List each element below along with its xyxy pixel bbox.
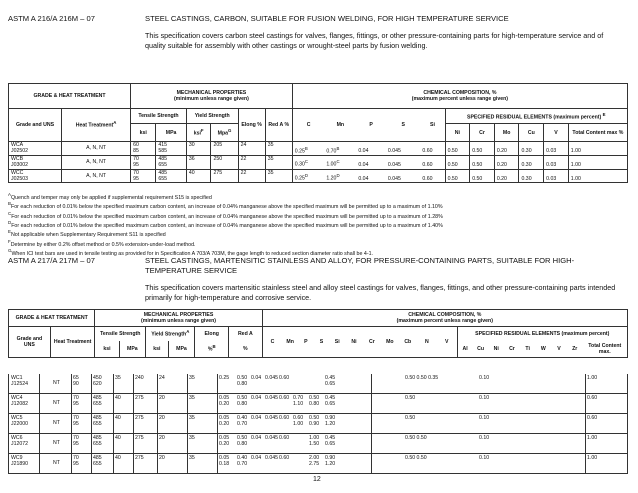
cell-mpa: 485 655: [93, 395, 102, 408]
header-residual: SPECIFIED RESIDUAL ELEMENTS (maximum percent) $^E$: [445, 109, 627, 124]
cell-s: 0.045: [265, 435, 278, 441]
cell-si: 0.60: [279, 375, 290, 381]
cell-total: 1.00: [587, 455, 598, 461]
header-yield: Yield Strength$^A$: [146, 327, 195, 342]
cell-mo: 0.90 1.20: [325, 455, 336, 468]
header-mechanical: MECHANICAL PROPERTIES (minimum unless range given): [131, 84, 293, 109]
cell-reda: 35: [189, 435, 195, 441]
cell-heat-treatment: NT: [53, 440, 60, 446]
table-row: [8, 394, 628, 414]
header-ksi-yield: ksi$^F$: [186, 124, 211, 142]
header-reda: Red A: [229, 327, 263, 342]
header-cu: Cu: [519, 124, 544, 142]
section1-code: ASTM A 216/A 216M – 07: [8, 14, 95, 23]
header-al: Al: [457, 341, 473, 358]
footnote: $^A$Quench and temper may only be applied if supplemental requirement S15 is specified: [8, 192, 212, 201]
cell-s: 0.045: [265, 375, 278, 381]
header-elong: Elong: [195, 327, 229, 342]
header-si: Si: [329, 327, 345, 358]
footnote: $^B$For each reduction of 0.01% below the specified maximum carbon content, an increase of 0.04% manganese above the specified maximum will be permitted up to a maximum of 1.10%: [8, 201, 443, 211]
cell-si: 0.60: [279, 395, 290, 401]
section2-description: This specification covers martensitic stainless steel and alloy steel castings for valves, flanges, fittings, and other pressure-containing parts intended primarily for high-temperature and corrosive service.: [145, 283, 616, 302]
footnote: $^D$For each reduction of 0.01% below the specified maximum carbon content, an increase of 0.04% manganese above the specified maximum will be permitted up to a maximum of 1.40%: [8, 220, 443, 229]
header-v-res: V: [551, 341, 567, 358]
header-chemical: CHEMICAL COMPOSITION, % (maximum percent unless range given): [262, 310, 627, 327]
cell-s: 0.045: [265, 415, 278, 421]
cell-mo: 0.45 0.65: [325, 395, 336, 408]
cell-c: 0.05 0.20: [219, 415, 230, 428]
cell-yield-mpa: 275: [135, 395, 144, 401]
cell-c: 0.25: [219, 375, 230, 381]
header-cr: Cr: [363, 327, 381, 358]
header-cr-res: Cr: [504, 341, 520, 358]
cell-residual-b: 0.10: [479, 455, 490, 461]
header-heat-treatment: Heat Treatment: [50, 327, 95, 358]
section2-code: ASTM A 217/A 217M – 07: [8, 256, 95, 265]
header-c: C: [262, 327, 282, 358]
a217-table: [8, 309, 628, 358]
footnote: $^C$For each reduction of 0.01% below the specified maximum carbon content, an increase of 0.04% manganese above the specified maximum will be permitted up to a maximum of 1.28%: [8, 210, 443, 220]
header-ni: Ni: [345, 327, 363, 358]
cell-si: 0.60: [279, 415, 290, 421]
cell-cr: 0.50 0.90: [309, 415, 320, 428]
header-grade-uns: Grade and UNS: [9, 327, 51, 358]
cell-ksi: 70 95: [73, 435, 79, 448]
cell-elong: 20: [159, 455, 165, 461]
header-ti: Ti: [520, 341, 536, 358]
section2-title: STEEL CASTINGS, MARTENSITIC STAINLESS AND ALLOY, FOR PRESSURE-CONTAINING PARTS, SUITABLE FOR HIGH-TEMPERATURE SERVICE: [145, 256, 575, 275]
section1-description: This specification covers carbon steel castings for valves, flanges, fittings, or other pressure-containing parts for high-temperature service and of quality suitable for assembly with other castings or wrought-steel parts by fusion welding.: [145, 31, 604, 50]
cell-mo: 0.45 0.65: [325, 435, 336, 448]
header-ksi-yield: ksi: [146, 341, 168, 358]
header-cu: Cu: [473, 341, 489, 358]
cell-c: 0.05 0.20: [219, 435, 230, 448]
header-total: Total Content max.: [583, 341, 628, 358]
header-chemical: CHEMICAL COMPOSITION, % (maximum percent unless range given): [292, 84, 627, 109]
header-pct: %$^B$: [195, 341, 229, 358]
cell-mo: 0.90 1.20: [325, 415, 336, 428]
header-ni: Ni: [445, 124, 470, 142]
cell-ksi: 65 90: [73, 375, 79, 388]
header-grade-uns: Grade and UNS: [9, 109, 62, 142]
cell-yield-mpa: 275: [135, 455, 144, 461]
cell-heat-treatment: NT: [53, 400, 60, 406]
cell-mn: 0.40 0.70: [237, 415, 248, 428]
cell-si: 0.60: [279, 455, 290, 461]
header-mn: Mn: [324, 109, 356, 142]
table-row: [8, 434, 628, 454]
cell-yield-ksi: 40: [115, 395, 121, 401]
header-s: S: [386, 109, 421, 142]
cell-yield-ksi: 40: [115, 415, 121, 421]
header-mpa: MPa: [119, 341, 146, 358]
a216-footnotes: [8, 192, 628, 258]
cell-mpa: 485 655: [93, 415, 102, 428]
cell-yield-ksi: 40: [115, 435, 121, 441]
cell-p: 0.04: [251, 375, 262, 381]
cell-p: 0.04: [251, 395, 262, 401]
header-tensile: Tensile Strength: [95, 327, 146, 342]
header-grade-heat: GRADE & HEAT TREATMENT: [9, 84, 131, 109]
header-pct2: %: [229, 341, 263, 358]
header-n: N: [417, 327, 437, 358]
header-total: Total Content max %: [568, 124, 627, 142]
cell-residual-a: 0.50 0.50: [405, 435, 427, 441]
cell-elong: 20: [159, 415, 165, 421]
header-ni-res: Ni: [488, 341, 504, 358]
cell-elong: 24: [159, 375, 165, 381]
cell-c: 0.05 0.20: [219, 395, 230, 408]
header-elong: Elong %: [238, 109, 265, 142]
cell-total: 1.00: [587, 375, 598, 381]
header-grade-heat: GRADE & HEAT TREATMENT: [9, 310, 95, 327]
header-yield: Yield Strength: [186, 109, 238, 124]
cell-total: 1.00: [587, 435, 598, 441]
header-si: Si: [420, 109, 445, 142]
cell-elong: 20: [159, 435, 165, 441]
header-residual: SPECIFIED RESIDUAL ELEMENTS (maximum percent): [457, 327, 627, 342]
header-mo: Mo: [381, 327, 399, 358]
cell-mn: 0.50 0.80: [237, 395, 248, 408]
footnote: $^G$When ICI test bars are used in tensile testing as provided for in Specification A 703/A 703M, the gage length to reduced section diameter ratio shall be 4-1.: [8, 248, 374, 257]
cell-residual-a: 0.50: [405, 415, 416, 421]
cell-heat-treatment: NT: [53, 420, 60, 426]
footnote: $^F$Determine by either 0.2% offset method or 0.5% extension-under-load method.: [8, 238, 196, 248]
header-p: P: [356, 109, 386, 142]
header-w: W: [535, 341, 551, 358]
cell-yield-mpa: 275: [135, 435, 144, 441]
cell-p: 0.04: [251, 455, 262, 461]
header-tensile: Tensile Strength: [131, 109, 187, 124]
header-mpa: MPa: [156, 124, 186, 142]
cell-mn: 0.50 0.80: [237, 435, 248, 448]
cell-yield-mpa: 240: [135, 375, 144, 381]
header-cr: Cr: [470, 124, 495, 142]
cell-mo: 0.45 0.65: [325, 375, 336, 388]
cell-residual-b: 0.10: [479, 435, 490, 441]
cell-cr: 1.00 1.50: [309, 435, 320, 448]
cell-yield-ksi: 35: [115, 375, 121, 381]
cell-cr: 0.50 0.80: [309, 395, 320, 408]
cell-ksi: 70 95: [73, 455, 79, 468]
cell-residual-b: 0.10: [479, 375, 490, 381]
cell-s: 0.045: [265, 395, 278, 401]
cell-residual-b: 0.10: [479, 395, 490, 401]
table-row: WCC A, N, NT 70 485 40 275 22 35 $0.25^D$ $1.20^D$ 0.04 0.045 0.60 0.50 0.50 0.20 0.30 0.03 1.00: [9, 169, 628, 176]
a216-table: GRADE & HEAT TREATMENT MECHANICAL PROPERTIES (minimum unless range given) CHEMICAL COMPOSITION, % (maximum percent unless range given) Grade and UNS Heat Treatment$^A$ Tensile Strength Yield Strength Elong % Red A % C Mn P S Si SPECIFIED RESIDUAL ELEMENTS (maximum percent) $^E$ ksi MPa ksi$^F$ Mpa$^G$ Ni Cr Mo Cu V Total Content max % WCA A, N, NT 60 415 30 205 24 35 $0.25^B$ $0.70^B$ 0.04 0.045 0.60 0.50 0.50 0.20 0.30 0.03 1.00 J02502 85 585 WCB A, N, NT 70 485 36 250 22 35 $0.30^C$ $1.00^C$ 0.04 0.045 0.60 0.50 0.50 0.20 0.30 0.03 1.00 J03002 95 655 WCC A, N, NT 70 485 40 275 22 35 $0.25^D$ $1.20^D$ 0.04 0.045 0.60 0.50 0.50 0.20 0.30 0.03 1.00 J02503 95 655: [8, 83, 628, 183]
cell-elong: 20: [159, 395, 165, 401]
cell-mpa: 450 620: [93, 375, 102, 388]
a217-rows: [8, 374, 628, 474]
cell-reda: 35: [189, 395, 195, 401]
table-row: [8, 454, 628, 474]
cell-residual-a: 0.50 0.50 0.35: [405, 375, 439, 381]
table-row: [8, 414, 628, 434]
header-mpa-yield: Mpa$^G$: [211, 124, 238, 142]
cell-p: 0.04: [251, 435, 262, 441]
cell-yield-mpa: 275: [135, 415, 144, 421]
footnote: $^E$Not applicable when Supplementary Requirement S11 is specified: [8, 229, 166, 239]
cell-ni: 0.70 1.10: [293, 395, 304, 408]
cell-ksi: 70 95: [73, 415, 79, 428]
cell-grade: WC1 J12524: [11, 375, 29, 388]
header-p: P: [298, 327, 314, 358]
cell-si: 0.60: [279, 435, 290, 441]
cell-residual-b: 0.10: [479, 415, 490, 421]
cell-mn: 0.50 0.80: [237, 375, 248, 388]
cell-p: 0.04: [251, 415, 262, 421]
header-ksi: ksi: [131, 124, 156, 142]
cell-total: 0.60: [587, 415, 598, 421]
cell-s: 0.045: [265, 455, 278, 461]
header-zr: Zr: [567, 341, 583, 358]
header-mechanical: MECHANICAL PROPERTIES (minimum unless range given): [95, 310, 262, 327]
header-v: V: [437, 327, 457, 358]
cell-reda: 35: [189, 375, 195, 381]
cell-c: 0.05 0.18: [219, 455, 230, 468]
section1-title: STEEL CASTINGS, CARBON, SUITABLE FOR FUSION WELDING, FOR HIGH TEMPERATURE SERVICE: [145, 14, 509, 23]
cell-grade: WC5 J22000: [11, 415, 29, 428]
cell-residual-a: 0.50: [405, 395, 416, 401]
cell-mn: 0.40 0.70: [237, 455, 248, 468]
cell-mpa: 485 655: [93, 455, 102, 468]
cell-total: 0.60: [587, 395, 598, 401]
cell-ksi: 70 95: [73, 395, 79, 408]
header-mo: Mo: [494, 124, 519, 142]
header-ksi: ksi: [95, 341, 119, 358]
cell-grade: WC4 J12082: [11, 395, 29, 408]
cell-reda: 35: [189, 455, 195, 461]
table-row: WCA A, N, NT 60 415 30 205 24 35 $0.25^B$ $0.70^B$ 0.04 0.045 0.60 0.50 0.50 0.20 0.30 0.03 1.00: [9, 142, 628, 149]
cell-grade: WC9 J21890: [11, 455, 29, 468]
cell-cr: 2.00 2.75: [309, 455, 320, 468]
header-c: C: [292, 109, 324, 142]
header-s: S: [314, 327, 330, 358]
cell-grade: WC6 J12072: [11, 435, 29, 448]
cell-heat-treatment: NT: [53, 380, 60, 386]
page-number: 12: [313, 476, 321, 483]
cell-ni: 0.60 1.00: [293, 415, 304, 428]
table-row: WCB A, N, NT 70 485 36 250 22 35 $0.30^C$ $1.00^C$ 0.04 0.045 0.60 0.50 0.50 0.20 0.30 0.03 1.00: [9, 155, 628, 162]
header-heat-treatment: Heat Treatment$^A$: [62, 109, 131, 142]
cell-yield-ksi: 40: [115, 455, 121, 461]
header-mpa-yield: MPa: [168, 341, 195, 358]
header-mn: Mn: [282, 327, 298, 358]
header-v: V: [544, 124, 569, 142]
table-row: [8, 374, 628, 394]
header-cb: Cb: [399, 327, 417, 358]
cell-heat-treatment: NT: [53, 460, 60, 466]
cell-reda: 35: [189, 415, 195, 421]
cell-residual-a: 0.50 0.50: [405, 455, 427, 461]
cell-mpa: 485 655: [93, 435, 102, 448]
header-reda: Red A %: [265, 109, 292, 142]
